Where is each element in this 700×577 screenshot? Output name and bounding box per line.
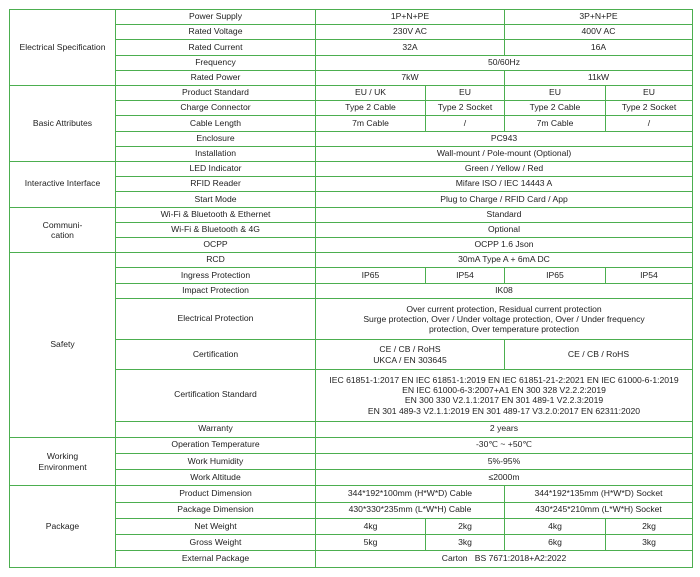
table-row xyxy=(10,253,693,268)
row-value: 5%-95% xyxy=(316,454,693,470)
row-label: Enclosure xyxy=(116,131,316,146)
row-cell: IP65 xyxy=(316,268,426,283)
row-value: -30℃ ~ +50℃ xyxy=(316,437,693,453)
row-cell: IP65 xyxy=(505,268,606,283)
row-label: Gross Weight xyxy=(116,535,316,551)
row-cell: EU xyxy=(426,86,505,101)
row-cell: Type 2 Socket xyxy=(426,101,505,116)
row-cell: 6kg xyxy=(505,535,606,551)
row-value: Plug to Charge / RFID Card / App xyxy=(316,192,693,207)
row-label: Certification xyxy=(116,340,316,369)
row-value: 32A xyxy=(316,40,505,55)
row-label: Work Altitude xyxy=(116,470,316,486)
row-value: 400V AC xyxy=(505,25,693,40)
row-cell: Type 2 Socket xyxy=(606,101,693,116)
table-row xyxy=(10,437,693,453)
category-environment: Working Environment xyxy=(10,437,116,486)
row-value: 16A xyxy=(505,40,693,55)
row-label: OCPP xyxy=(116,238,316,253)
row-label: Wi-Fi & Bluetooth & Ethernet xyxy=(116,207,316,222)
row-label: Installation xyxy=(116,146,316,161)
row-cell: EU xyxy=(606,86,693,101)
category-safety: Safety xyxy=(10,253,116,438)
row-label: Rated Voltage xyxy=(116,25,316,40)
row-value: 1P+N+PE xyxy=(316,10,505,25)
row-label: Net Weight xyxy=(116,518,316,534)
row-label: Power Supply xyxy=(116,10,316,25)
row-value: 7kW xyxy=(316,70,505,85)
row-value: CE / CB / RoHS xyxy=(505,340,693,369)
row-value: 50/60Hz xyxy=(316,55,693,70)
row-cell: EU / UK xyxy=(316,86,426,101)
row-label: Start Mode xyxy=(116,192,316,207)
row-cell: 7m Cable xyxy=(316,116,426,131)
row-value: IK08 xyxy=(316,283,693,298)
row-cell: IP54 xyxy=(606,268,693,283)
row-cell: 4kg xyxy=(505,518,606,534)
row-label: External Package xyxy=(116,551,316,568)
row-value: Carton BS 7671:2018+A2:2022 xyxy=(316,551,693,568)
category-interface: Interactive Interface xyxy=(10,162,116,208)
row-value: 230V AC xyxy=(316,25,505,40)
row-label: Work Humidity xyxy=(116,454,316,470)
row-label: Product Standard xyxy=(116,86,316,101)
row-value: 430*245*210mm (L*W*H) Socket xyxy=(505,502,693,518)
row-value: PC943 xyxy=(316,131,693,146)
row-value: Optional xyxy=(316,222,693,237)
row-label: Ingress Protection xyxy=(116,268,316,283)
row-cell: 5kg xyxy=(316,535,426,551)
row-cell: 2kg xyxy=(426,518,505,534)
row-value: 344*192*135mm (H*W*D) Socket xyxy=(505,486,693,502)
row-label: Rated Power xyxy=(116,70,316,85)
table-row xyxy=(10,162,693,177)
table-row xyxy=(10,10,693,25)
row-label: Operation Temperature xyxy=(116,437,316,453)
row-label: Frequency xyxy=(116,55,316,70)
row-cell: / xyxy=(426,116,505,131)
row-cell: / xyxy=(606,116,693,131)
row-cell: Type 2 Cable xyxy=(505,101,606,116)
row-value: Standard xyxy=(316,207,693,222)
row-value: CE / CB / RoHS UKCA / EN 303645 xyxy=(316,340,505,369)
row-label: RCD xyxy=(116,253,316,268)
specification-table xyxy=(9,9,693,568)
row-cell: EU xyxy=(505,86,606,101)
table-row xyxy=(10,486,693,502)
row-value: 11kW xyxy=(505,70,693,85)
row-cell: 3kg xyxy=(426,535,505,551)
row-cell: IP54 xyxy=(426,268,505,283)
row-value: 30mA Type A + 6mA DC xyxy=(316,253,693,268)
table-row xyxy=(10,207,693,222)
row-label: Wi-Fi & Bluetooth & 4G xyxy=(116,222,316,237)
row-label: Electrical Protection xyxy=(116,298,316,340)
row-value: 344*192*100mm (H*W*D) Cable xyxy=(316,486,505,502)
row-value: OCPP 1.6 Json xyxy=(316,238,693,253)
row-label: RFID Reader xyxy=(116,177,316,192)
category-basic: Basic Attributes xyxy=(10,86,116,162)
table-row xyxy=(10,86,693,101)
row-value: 430*330*235mm (L*W*H) Cable xyxy=(316,502,505,518)
row-label: Warranty xyxy=(116,421,316,437)
row-cell: 7m Cable xyxy=(505,116,606,131)
row-value: Mifare ISO / IEC 14443 A xyxy=(316,177,693,192)
row-value: 3P+N+PE xyxy=(505,10,693,25)
row-cell: 2kg xyxy=(606,518,693,534)
category-communication: Communi- cation xyxy=(10,207,116,253)
row-value: ≤2000m xyxy=(316,470,693,486)
row-label: Package Dimension xyxy=(116,502,316,518)
row-label: Certification Standard xyxy=(116,369,316,421)
row-label: Product Dimension xyxy=(116,486,316,502)
row-value: Wall-mount / Pole-mount (Optional) xyxy=(316,146,693,161)
row-label: Charge Connector xyxy=(116,101,316,116)
row-value: Over current protection, Residual current protection Surge protection, Over / Under voltage protection, Over / Under frequency protection, Over temperature protection xyxy=(316,298,693,340)
row-cell: 4kg xyxy=(316,518,426,534)
row-cell: 3kg xyxy=(606,535,693,551)
category-package: Package xyxy=(10,486,116,568)
row-label: Cable Length xyxy=(116,116,316,131)
row-value: Green / Yellow / Red xyxy=(316,162,693,177)
row-label: LED Indicator xyxy=(116,162,316,177)
row-value: IEC 61851-1:2017 EN IEC 61851-1:2019 EN IEC 61851-21-2:2021 EN IEC 61000-6-1:2019 EN IEC 61000-6-3:2007+A1 EN 300 328 V2.2.2:2019 EN 300 330 V2.1.1:2017 EN 301 489-1 V2.2.3:2019 EN 301 489-3 V2.1.1:2019 EN 301 489-17 V3.2.0:2017 EN 62311:2020 xyxy=(316,369,693,421)
row-cell: Type 2 Cable xyxy=(316,101,426,116)
category-electrical: Electrical Specification xyxy=(10,10,116,86)
row-label: Impact Protection xyxy=(116,283,316,298)
row-label: Rated Current xyxy=(116,40,316,55)
row-value: 2 years xyxy=(316,421,693,437)
